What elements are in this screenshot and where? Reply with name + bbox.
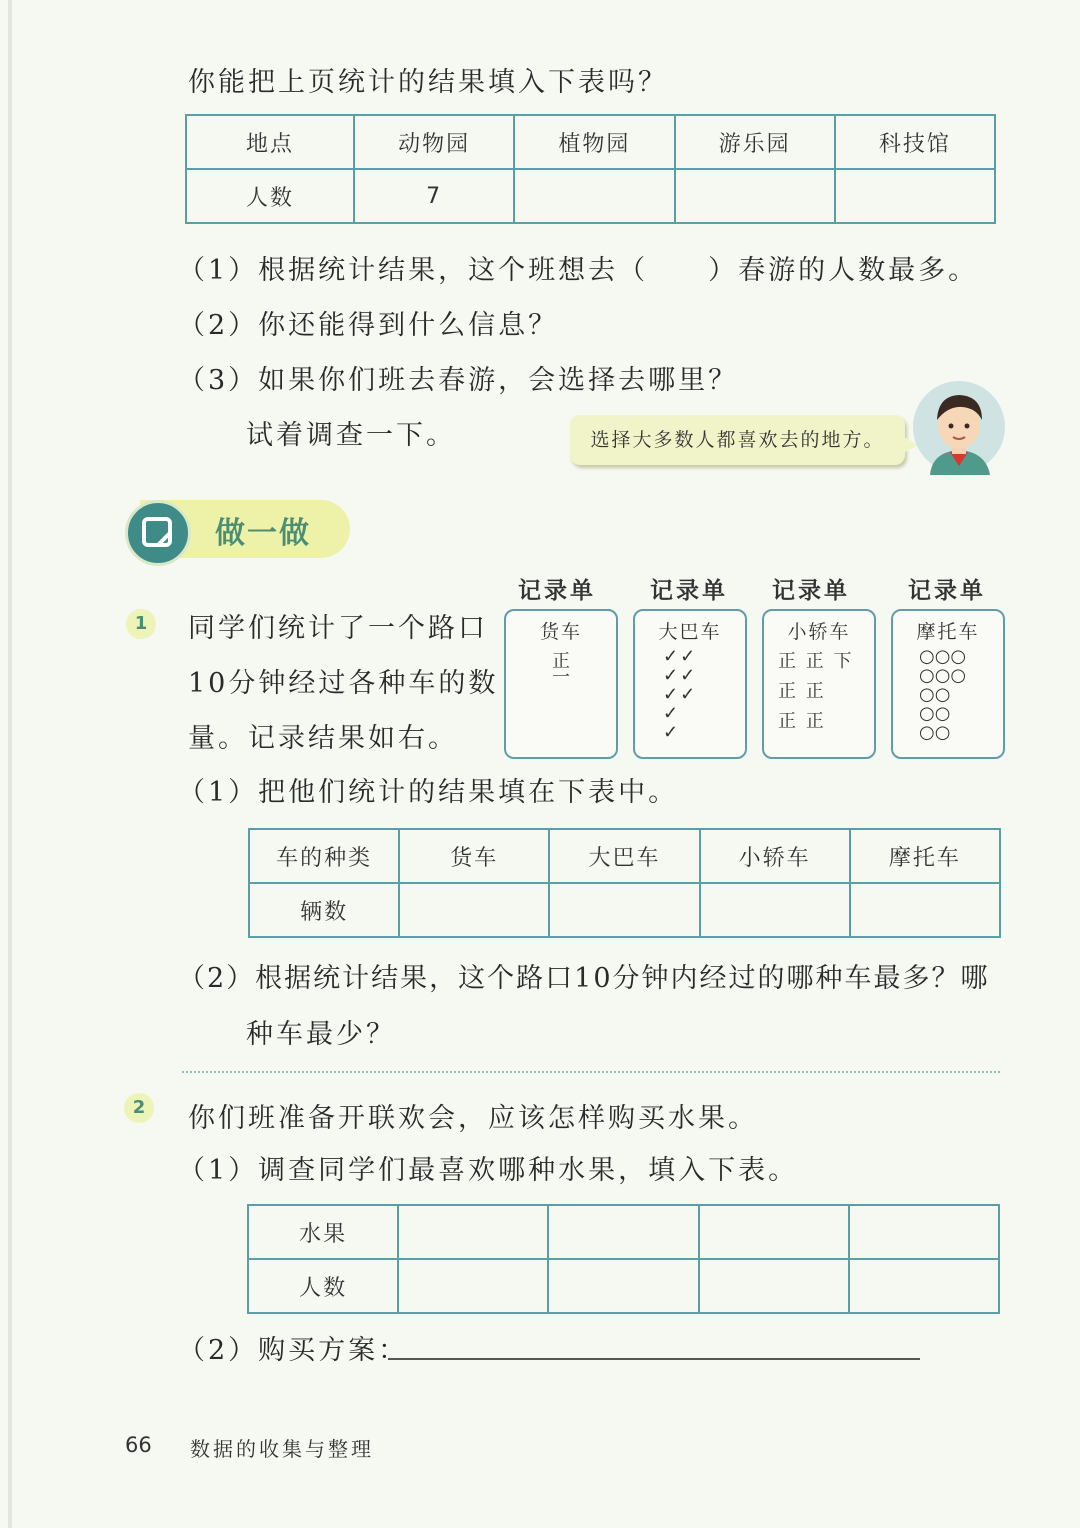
page-edge <box>8 0 12 1528</box>
fruits-table <box>247 1204 1000 1314</box>
table-cell: 动物园 <box>354 115 514 169</box>
ex1-q2-line2: 种车最少？ <box>246 1019 396 1050</box>
ex1-text-line: 同学们统计了一个路口 <box>188 613 488 644</box>
vehicles-table <box>248 828 1001 938</box>
table-cell[interactable] <box>699 1259 849 1313</box>
places-table <box>185 114 996 224</box>
table-cell[interactable] <box>675 169 835 223</box>
ex1-text-line: 10分钟经过各种车的数 <box>188 668 499 699</box>
record-card-bus <box>633 609 747 759</box>
table-cell: 7 <box>354 169 514 223</box>
table-cell[interactable] <box>549 883 699 937</box>
notebook-icon <box>128 503 188 563</box>
tally-mark: ✓✓ <box>663 665 698 686</box>
table-cell[interactable] <box>548 1205 698 1259</box>
table-cell[interactable] <box>548 1259 698 1313</box>
record-title: 记录单 <box>772 577 850 604</box>
table-cell[interactable] <box>850 883 1000 937</box>
table-cell[interactable] <box>514 169 674 223</box>
exercise-number-badge: 1 <box>126 609 156 639</box>
tally-mark: 正 正 <box>778 711 826 732</box>
table-cell: 科技馆 <box>835 115 995 169</box>
record-vehicle-name: 小轿车 <box>787 621 851 643</box>
table-cell[interactable] <box>399 883 549 937</box>
intro-q3: （3）如果你们班去春游，会选择去哪里？ <box>178 365 739 396</box>
table-cell[interactable] <box>849 1259 999 1313</box>
tally-mark: ○○○ <box>919 665 967 686</box>
record-card-motorbike <box>891 609 1005 759</box>
table-cell: 植物园 <box>514 115 674 169</box>
boy-avatar <box>912 380 1007 475</box>
ex2-q1: （1）调查同学们最喜欢哪种水果，填入下表。 <box>178 1155 799 1186</box>
tally-mark: ✓✓ <box>663 646 698 667</box>
tally-mark: 正 正 <box>778 681 826 702</box>
table-cell: 货车 <box>399 829 549 883</box>
tally-mark: ✓ <box>663 722 681 743</box>
table-cell[interactable] <box>849 1205 999 1259</box>
table-cell[interactable] <box>835 169 995 223</box>
intro-q3-continued: 试着调查一下。 <box>246 420 456 451</box>
table-cell: 游乐园 <box>675 115 835 169</box>
table-cell[interactable] <box>700 883 850 937</box>
record-title: 记录单 <box>518 577 596 604</box>
record-vehicle-name: 货车 <box>539 621 582 643</box>
table-cell: 辆数 <box>249 883 399 937</box>
answer-line[interactable] <box>388 1358 920 1360</box>
tally-mark: ✓✓ <box>663 684 698 705</box>
table-cell: 人数 <box>248 1259 398 1313</box>
ex2-text: 你们班准备开联欢会，应该怎样购买水果。 <box>188 1103 758 1134</box>
table-cell: 车的种类 <box>249 829 399 883</box>
intro-q2: （2）你还能得到什么信息？ <box>178 310 559 341</box>
tally-mark: ✓ <box>663 703 681 724</box>
record-title: 记录单 <box>908 577 986 604</box>
tally-mark: 正 正 下 <box>778 651 854 672</box>
intro-question: 你能把上页统计的结果填入下表吗？ <box>188 67 668 98</box>
record-vehicle-name: 大巴车 <box>658 621 722 643</box>
tally-mark: ○○○ <box>919 646 967 667</box>
table-cell: 地点 <box>186 115 354 169</box>
section-title: 做一做 <box>215 516 311 551</box>
record-card-truck <box>504 609 618 759</box>
table-cell[interactable] <box>699 1205 849 1259</box>
ex1-text-line: 量。记录结果如右。 <box>188 723 458 754</box>
tally-mark: 一 <box>552 667 572 688</box>
page-number: 66 <box>125 1433 152 1457</box>
tally-mark: ○○ <box>919 684 951 705</box>
ex1-q2-line1: （2）根据统计结果，这个路口10分钟内经过的哪种车最多？哪 <box>178 963 990 994</box>
exercise-number-badge: 2 <box>124 1093 154 1123</box>
intro-q1: （1）根据统计结果，这个班想去（ ）春游的人数最多。 <box>178 255 979 286</box>
table-cell: 水果 <box>248 1205 398 1259</box>
table-cell[interactable] <box>398 1259 548 1313</box>
table-cell: 小轿车 <box>700 829 850 883</box>
tally-mark: 正 <box>552 651 572 672</box>
chapter-title: 数据的收集与整理 <box>190 1437 374 1461</box>
record-card-car <box>762 609 876 759</box>
table-cell: 人数 <box>186 169 354 223</box>
record-title: 记录单 <box>650 577 728 604</box>
section-icon <box>125 500 191 566</box>
speech-bubble: 选择大多数人都喜欢去的地方。 <box>570 415 905 465</box>
ex2-q2: （2）购买方案： <box>178 1335 409 1366</box>
tally-mark: ○○ <box>919 722 951 743</box>
tally-mark: ○○ <box>919 703 951 724</box>
table-cell: 摩托车 <box>850 829 1000 883</box>
ex1-q1: （1）把他们统计的结果填在下表中。 <box>178 777 679 808</box>
record-vehicle-name: 摩托车 <box>916 621 980 643</box>
section-divider <box>182 1071 1000 1073</box>
table-cell: 大巴车 <box>549 829 699 883</box>
table-cell[interactable] <box>398 1205 548 1259</box>
